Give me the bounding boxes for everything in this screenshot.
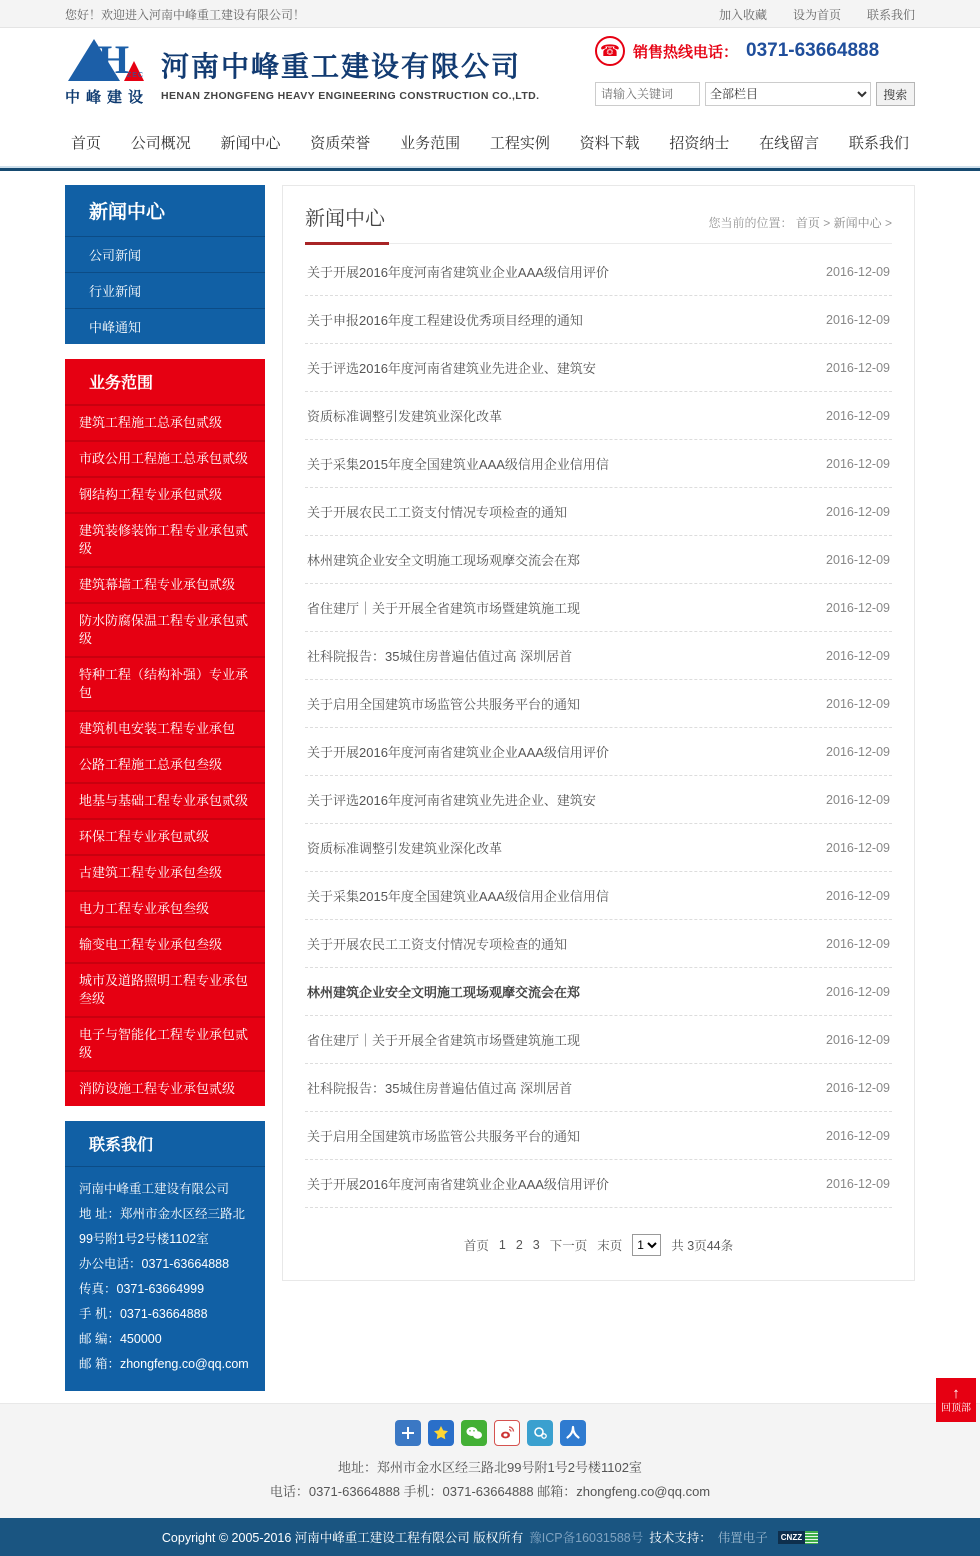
- news-row: [305, 392, 892, 440]
- site-header: [0, 28, 980, 118]
- sidebar-contact-body: [65, 1166, 265, 1391]
- title-underline: [305, 242, 389, 245]
- welcome-text: 您好！欢迎进入河南中峰重工建设有限公司！: [65, 7, 306, 22]
- support-label: 技术支持：: [649, 1531, 712, 1545]
- news-row: [305, 584, 892, 632]
- news-date: 2016-12-09: [826, 984, 890, 999]
- sidebar: [65, 185, 265, 1391]
- news-date: 2016-12-09: [826, 312, 890, 327]
- contact-line: 手 机：0371-63664888: [79, 1307, 208, 1321]
- news-row: [305, 1160, 892, 1208]
- pagination-pages: [499, 1238, 540, 1252]
- sidebar-business-item[interactable]: 地基与基础工程专业承包贰级: [65, 782, 265, 818]
- search-input[interactable]: [595, 82, 700, 106]
- breadcrumb-separator: >: [823, 216, 831, 230]
- news-link[interactable]: 关于开展2016年度河南省建筑业企业AAA级信用评价: [307, 745, 609, 760]
- contact-line: 邮 编：450000: [79, 1332, 162, 1346]
- nav-item[interactable]: 联系我们: [848, 134, 909, 152]
- search-button[interactable]: 搜索: [876, 82, 915, 106]
- up-arrow-icon: ↑: [952, 1384, 960, 1402]
- sales-hotline: [595, 36, 915, 66]
- hotline-number: 0371-63664888: [746, 40, 880, 61]
- hotline-label: 销售热线电话：: [633, 43, 739, 61]
- news-list: [305, 248, 892, 1208]
- sidebar-business-list: [65, 404, 265, 1106]
- news-link[interactable]: 林州建筑企业安全文明施工现场观摩交流会在郑: [307, 985, 581, 1000]
- news-link[interactable]: 关于评选2016年度河南省建筑业先进企业、建筑安: [307, 361, 596, 376]
- news-panel: [282, 185, 915, 1281]
- news-link[interactable]: 省住建厅｜关于开展全省建筑市场暨建筑施工现: [307, 601, 581, 616]
- nav-item[interactable]: 在线留言: [759, 134, 820, 152]
- nav-item[interactable]: 公司概况: [130, 134, 191, 152]
- weibo-icon[interactable]: [494, 1420, 520, 1446]
- contact-line: 传真：0371-63664999: [79, 1282, 205, 1296]
- logo-mark-icon: [68, 39, 146, 85]
- news-row: [305, 296, 892, 344]
- breadcrumb: [709, 214, 892, 231]
- news-row: [305, 680, 892, 728]
- news-date: 2016-12-09: [826, 1128, 890, 1143]
- page-title: 新闻中心: [305, 208, 385, 230]
- logo-caption: 中峰建设: [65, 89, 150, 106]
- sidebar-business-item[interactable]: 建筑工程施工总承包贰级: [65, 404, 265, 440]
- breadcrumb-prefix: 您当前的位置：: [708, 216, 793, 230]
- copyright-bar: [0, 1518, 980, 1556]
- sidebar-business-item[interactable]: 环保工程专业承包贰级: [65, 818, 265, 854]
- sidebar-news-item[interactable]: 行业新闻: [65, 272, 265, 308]
- news-link[interactable]: 资质标准调整引发建筑业深化改革: [307, 841, 503, 856]
- nav-divider-bar: [0, 166, 980, 171]
- sidebar-news-section: [65, 185, 265, 344]
- sidebar-business-item[interactable]: 输变电工程专业承包叁级: [65, 926, 265, 962]
- news-date: 2016-12-09: [826, 696, 890, 711]
- company-name-block: [161, 45, 539, 102]
- news-date: 2016-12-09: [826, 1080, 890, 1095]
- renren-icon[interactable]: [560, 1420, 586, 1446]
- news-link[interactable]: 关于开展2016年度河南省建筑业企业AAA级信用评价: [307, 265, 609, 280]
- pagination-first[interactable]: 首页: [463, 1239, 489, 1253]
- news-row: [305, 824, 892, 872]
- icp-number-link[interactable]: 豫ICP备16031588号: [529, 1531, 644, 1545]
- search-category-select[interactable]: [705, 82, 871, 106]
- back-to-top-button[interactable]: [936, 1378, 976, 1422]
- pagination-page[interactable]: 3: [532, 1238, 540, 1252]
- pagination: [305, 1234, 892, 1256]
- search-bar: [595, 82, 915, 106]
- wechat-icon[interactable]: [461, 1420, 487, 1446]
- nav-item[interactable]: 新闻中心: [220, 134, 281, 152]
- sidebar-news-title: 新闻中心: [89, 202, 166, 223]
- qzone-icon[interactable]: [428, 1420, 454, 1446]
- news-date: 2016-12-09: [826, 792, 890, 807]
- sidebar-news-item[interactable]: 公司新闻: [65, 236, 265, 272]
- news-row: [305, 440, 892, 488]
- news-row: [305, 488, 892, 536]
- sidebar-business-title: 业务范围: [89, 375, 154, 392]
- phone-icon: ☎: [595, 36, 625, 66]
- sidebar-contact-title: 联系我们: [89, 1137, 154, 1154]
- topbar-link[interactable]: 设为首页: [792, 7, 841, 22]
- news-date: 2016-12-09: [826, 504, 890, 519]
- breadcrumb-separator: >: [884, 216, 892, 230]
- news-date: 2016-12-09: [826, 648, 890, 663]
- contact-line: 邮 箱：zhongfeng.co@qq.com: [79, 1357, 249, 1371]
- support-vendor-link[interactable]: 伟置电子: [717, 1531, 768, 1545]
- sidebar-business-section: [65, 359, 265, 1106]
- back-to-top-label: 回顶部: [941, 1402, 971, 1414]
- nav-item[interactable]: 首页: [71, 134, 102, 152]
- news-date: 2016-12-09: [826, 600, 890, 615]
- nav-item[interactable]: 招资纳士: [669, 134, 730, 152]
- pagination-next[interactable]: 下一页: [549, 1239, 588, 1253]
- topbar: [0, 0, 980, 28]
- news-date: 2016-12-09: [826, 1032, 890, 1047]
- logo-letter: H: [98, 37, 130, 82]
- news-panel-header: [305, 202, 892, 244]
- footer: [0, 1403, 980, 1518]
- news-link[interactable]: 林州建筑企业安全文明施工现场观摩交流会在郑: [307, 553, 581, 568]
- topbar-link[interactable]: 加入收藏: [718, 7, 767, 22]
- footer-contact: 电话：0371-63664888 手机：0371-63664888 邮箱：zhongfeng.co@qq.com: [269, 1484, 711, 1499]
- news-link[interactable]: 省住建厅｜关于开展全省建筑市场暨建筑施工现: [307, 1033, 581, 1048]
- news-link[interactable]: 资质标准调整引发建筑业深化改革: [307, 409, 503, 424]
- sidebar-business-item[interactable]: 建筑幕墙工程专业承包贰级: [65, 566, 265, 602]
- news-row: [305, 872, 892, 920]
- contact-line: 办公电话：0371-63664888: [79, 1257, 230, 1271]
- news-row: [305, 1112, 892, 1160]
- pagination-last[interactable]: 末页: [597, 1239, 623, 1253]
- news-date: 2016-12-09: [826, 552, 890, 567]
- main-nav: [0, 118, 980, 171]
- sidebar-business-item[interactable]: 古建筑工程专业承包叁级: [65, 854, 265, 890]
- news-link[interactable]: 关于评选2016年度河南省建筑业先进企业、建筑安: [307, 793, 596, 808]
- news-link[interactable]: 关于采集2015年度全国建筑业AAA级信用企业信用信: [307, 889, 609, 904]
- news-row: [305, 632, 892, 680]
- news-date: 2016-12-09: [826, 888, 890, 903]
- news-link[interactable]: 关于采集2015年度全国建筑业AAA级信用企业信用信: [307, 457, 609, 472]
- company-name-cn: 河南中峰重工建设有限公司: [161, 50, 522, 82]
- contact-line: 地 址：郑州市金水区经三路北99号附1号2号楼1102室: [79, 1207, 245, 1246]
- news-row: [305, 248, 892, 296]
- cnzz-bars-icon: [805, 1531, 818, 1544]
- copyright-text: Copyright © 2005-2016 河南中峰重工建设工程有限公司 版权所有: [161, 1531, 524, 1545]
- contact-line: 河南中峰重工建设有限公司: [79, 1182, 230, 1196]
- news-link[interactable]: 社科院报告：35城住房普遍估值过高 深圳居首: [307, 649, 573, 664]
- sidebar-business-item[interactable]: 电力工程专业承包叁级: [65, 890, 265, 926]
- sidebar-business-item[interactable]: 建筑机电安装工程专业承包: [65, 710, 265, 746]
- news-row: [305, 776, 892, 824]
- news-date: 2016-12-09: [826, 840, 890, 855]
- sidebar-news-list: [65, 236, 265, 344]
- nav-list: [65, 118, 915, 166]
- sidebar-business-item[interactable]: 钢结构工程专业承包贰级: [65, 476, 265, 512]
- share-icon[interactable]: [395, 1420, 421, 1446]
- sidebar-business-item[interactable]: 消防设施工程专业承包贰级: [65, 1070, 265, 1106]
- sidebar-business-item[interactable]: 城市及道路照明工程专业承包叁级: [65, 962, 265, 1016]
- news-date: 2016-12-09: [826, 1176, 890, 1191]
- nav-item[interactable]: 业务范围: [400, 134, 461, 152]
- sidebar-contact-section: [65, 1121, 265, 1391]
- news-row: [305, 920, 892, 968]
- tencent-weibo-icon[interactable]: [527, 1420, 553, 1446]
- news-link[interactable]: 关于启用全国建筑市场监管公共服务平台的通知: [307, 1129, 581, 1144]
- sidebar-business-item[interactable]: 防水防腐保温工程专业承包贰级: [65, 602, 265, 656]
- news-date: 2016-12-09: [826, 936, 890, 951]
- pagination-page[interactable]: 1: [498, 1238, 506, 1252]
- news-row: [305, 1016, 892, 1064]
- news-row: [305, 1064, 892, 1112]
- company-name-en: HENAN ZHONGFENG HEAVY ENGINEERING CONSTRUCTION CO.,LTD.: [161, 89, 540, 102]
- news-link[interactable]: 关于开展农民工工资支付情况专项检查的通知: [307, 937, 568, 952]
- sidebar-business-item[interactable]: 特种工程（结构补强）专业承包: [65, 656, 265, 710]
- cnzz-label: CNZZ: [778, 1531, 805, 1544]
- sidebar-business-item[interactable]: 建筑装修装饰工程专业承包贰级: [65, 512, 265, 566]
- news-date: 2016-12-09: [826, 744, 890, 759]
- pagination-page[interactable]: 2: [515, 1238, 523, 1252]
- news-date: 2016-12-09: [826, 264, 890, 279]
- news-date: 2016-12-09: [826, 456, 890, 471]
- pagination-total: 共 3页44条: [671, 1239, 734, 1253]
- news-date: 2016-12-09: [826, 360, 890, 375]
- topbar-links: [719, 6, 915, 23]
- news-link[interactable]: 关于开展农民工工资支付情况专项检查的通知: [307, 505, 568, 520]
- nav-item[interactable]: 资料下载: [579, 134, 640, 152]
- breadcrumb-current-link[interactable]: 新闻中心: [833, 216, 882, 230]
- news-date: 2016-12-09: [826, 408, 890, 423]
- logo-badge: ZEC: [127, 72, 144, 79]
- social-icons-row: [0, 1420, 980, 1446]
- news-row: [305, 728, 892, 776]
- news-link[interactable]: 关于申报2016年度工程建设优秀项目经理的通知: [307, 313, 583, 328]
- nav-item[interactable]: 工程实例: [489, 134, 550, 152]
- footer-address: 地址：郑州市金水区经三路北99号附1号2号楼1102室: [338, 1460, 642, 1475]
- sidebar-news-item[interactable]: 中峰通知: [65, 308, 265, 344]
- news-link[interactable]: 关于启用全国建筑市场监管公共服务平台的通知: [307, 697, 581, 712]
- breadcrumb-home-link[interactable]: 首页: [795, 216, 820, 230]
- sidebar-business-item[interactable]: 公路工程施工总承包叁级: [65, 746, 265, 782]
- news-row: [305, 344, 892, 392]
- news-row: [305, 968, 892, 1016]
- cnzz-badge[interactable]: [778, 1531, 818, 1544]
- sidebar-business-item[interactable]: 市政公用工程施工总承包贰级: [65, 440, 265, 476]
- sidebar-business-item[interactable]: 电子与智能化工程专业承包贰级: [65, 1016, 265, 1070]
- news-link[interactable]: 关于开展2016年度河南省建筑业企业AAA级信用评价: [307, 1177, 609, 1192]
- topbar-link[interactable]: 联系我们: [866, 7, 915, 22]
- nav-item[interactable]: 资质荣誉: [310, 134, 371, 152]
- company-logo[interactable]: [65, 39, 149, 107]
- pagination-page-select[interactable]: [632, 1234, 661, 1256]
- news-row: [305, 536, 892, 584]
- news-link[interactable]: 社科院报告：35城住房普遍估值过高 深圳居首: [307, 1081, 573, 1096]
